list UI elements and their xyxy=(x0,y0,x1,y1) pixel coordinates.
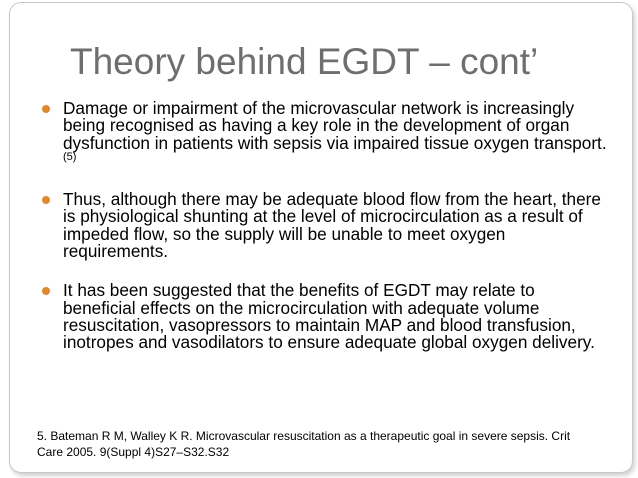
citation-superscript: (5) xyxy=(63,150,77,163)
bullet-dot-icon xyxy=(42,196,50,204)
bullet-text: It has been suggested that the benefits of EGDT may relate to beneficial effects on the microcirculation with adequate volume resuscitation, vasopressors to maintain MAP and blood transfusion, inotropes and vasodilators to ensure adequate global oxygen delivery. xyxy=(63,280,595,353)
bullet-item xyxy=(42,100,612,169)
bullet-text: Damage or impairment of the microvascular network is increasingly being recognised as having a key role in the development of organ dysfunction in patients with sepsis via impaired tissue oxygen transport. xyxy=(63,98,607,153)
slide-title: Theory behind EGDT – cont’ xyxy=(70,41,539,82)
reference-footnote: 5. Bateman R M, Walley K R. Microvascular resuscitation as a therapeutic goal in severe sepsis. Crit Care 2005. 9(Suppl 4)S27–S32.S32 xyxy=(37,429,571,459)
bullet-item xyxy=(42,282,612,351)
bullet-dot-icon xyxy=(42,105,50,113)
bullet-text: Thus, although there may be adequate blood flow from the heart, there is physiological shunting at the level of microcirculation as a result of impeded flow, so the supply will be unable to meet oxygen requirements. xyxy=(63,189,601,262)
bullet-list xyxy=(42,100,612,352)
bullet-item xyxy=(42,191,612,260)
bullet-dot-icon xyxy=(42,287,50,295)
